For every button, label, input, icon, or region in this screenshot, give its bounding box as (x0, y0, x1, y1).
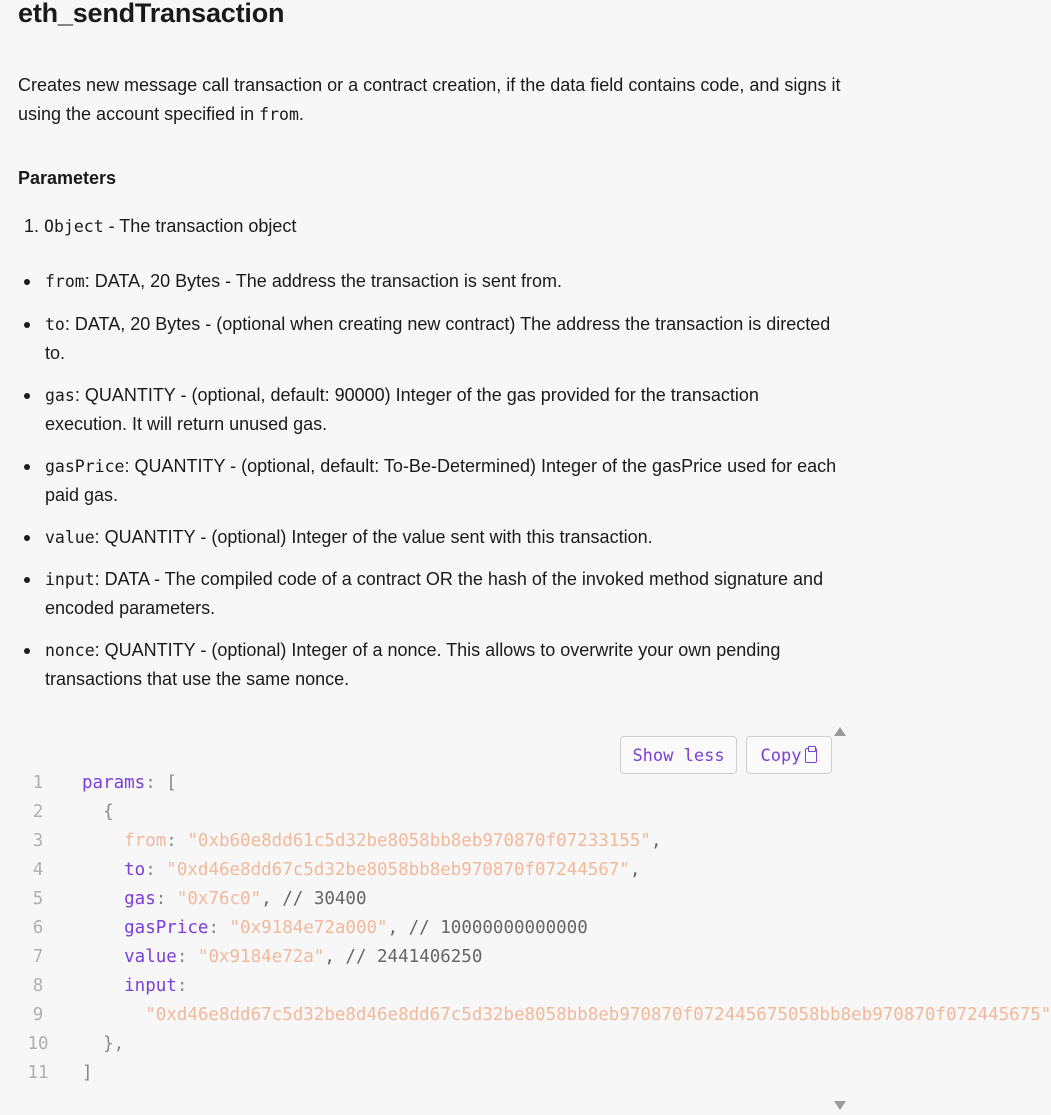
code-string: "0x9184e72a" (197, 947, 325, 967)
line-number: 6 (32, 918, 44, 938)
bullet-icon (24, 577, 30, 583)
field-item-nonce (24, 636, 844, 694)
field-desc: : DATA, 20 Bytes - (optional when creating new contract) The address the transaction is directed to. (45, 314, 831, 363)
code-key: from (82, 831, 167, 851)
code-punct: ] (82, 1063, 93, 1083)
clipboard-icon (805, 748, 817, 763)
field-item-to (24, 310, 844, 368)
field-desc: : QUANTITY - (optional) Integer of the value sent with this transaction. (94, 527, 653, 547)
code-key: input (82, 976, 177, 996)
code-lines[interactable] (0, 769, 1051, 1099)
bullet-icon (24, 322, 30, 328)
code-tail: , (629, 860, 641, 880)
line-number: 10 (27, 1034, 49, 1054)
field-desc: : QUANTITY - (optional, default: 90000) Integer of the gas provided for the transaction execution. It will return unused gas. (45, 385, 759, 434)
ordered-number: 1. (24, 216, 40, 236)
bullet-icon (24, 279, 30, 285)
code-punct: { (82, 802, 114, 822)
line-number: 5 (32, 889, 44, 909)
field-code: gas (45, 386, 75, 405)
parameters-heading: Parameters (18, 168, 117, 188)
line-number: 3 (32, 831, 44, 851)
field-item-value (24, 523, 844, 552)
code-punct: : (176, 976, 188, 996)
code-tail: , (650, 831, 662, 851)
code-key: gas (82, 889, 156, 909)
field-code: to (45, 315, 65, 334)
bullet-icon (24, 393, 30, 399)
field-item-input (24, 565, 844, 623)
code-punct: : [ (145, 773, 177, 793)
field-code: nonce (45, 641, 95, 660)
code-punct: : (145, 860, 167, 880)
line-number: 8 (32, 976, 44, 996)
field-item-gasprice (24, 452, 844, 510)
line-number: 2 (32, 802, 44, 822)
line-number: 1 (32, 773, 44, 793)
code-key: params (82, 773, 146, 793)
field-code: from (45, 272, 85, 291)
line-number: 4 (32, 860, 44, 880)
code-tail: , // 2441406250 (324, 947, 483, 967)
ordered-code: Object (44, 217, 104, 236)
field-desc: : DATA - The compiled code of a contract OR the hash of the invoked method signature and encoded parameters. (45, 569, 824, 618)
code-tail: , // 30400 (261, 889, 367, 909)
code-string: "0xd46e8dd67c5d32be8d46e8dd67c5d32be8058bb8eb970870f072445675058bb8eb970870f072445675" (82, 1005, 1051, 1025)
intro-text: Creates new message call transaction or a contract creation, if the data field contains code, and signs it using the account specified in (18, 75, 841, 124)
code-punct: : (155, 889, 177, 909)
code-punct: : (208, 918, 230, 938)
line-number: 7 (32, 947, 44, 967)
bullet-icon (24, 464, 30, 470)
field-item-gas (24, 381, 844, 439)
page-title: eth_sendTransaction (18, 0, 285, 28)
line-number: 9 (32, 1005, 44, 1025)
ordered-param-item (24, 212, 296, 241)
field-code: gasPrice (45, 457, 125, 476)
field-desc: : QUANTITY - (optional, default: To-Be-Determined) Integer of the gasPrice used for each paid gas. (45, 456, 837, 505)
code-punct: }, (82, 1034, 125, 1054)
code-string: "0xd46e8dd67c5d32be8058bb8eb970870f07244567" (166, 860, 630, 880)
bullet-icon (24, 535, 30, 541)
code-block (0, 725, 1051, 1115)
field-code: value (45, 528, 95, 547)
intro-paragraph (18, 71, 848, 129)
copy-label: Copy (760, 746, 802, 766)
code-key: gasPrice (82, 918, 209, 938)
field-desc: : DATA, 20 Bytes - The address the transaction is sent from. (84, 271, 562, 291)
code-key: to (82, 860, 146, 880)
bullet-icon (24, 648, 30, 654)
code-punct: : (176, 947, 198, 967)
ordered-text: - The transaction object (103, 216, 297, 236)
field-desc: : QUANTITY - (optional) Integer of a nonce. This allows to overwrite your own pending transactions that use the same nonce. (45, 640, 781, 689)
code-string: "0xb60e8dd61c5d32be8058bb8eb970870f07233155" (187, 831, 651, 851)
show-less-button[interactable]: Show less (620, 736, 737, 774)
intro-code-from: from (259, 105, 299, 124)
intro-end: . (298, 104, 304, 124)
line-number: 11 (27, 1063, 49, 1083)
code-string: "0x76c0" (176, 889, 262, 909)
code-string: "0x9184e72a000" (229, 918, 388, 938)
field-code: input (45, 570, 95, 589)
code-punct: : (166, 831, 188, 851)
field-item-from (24, 267, 844, 296)
code-tail: , // 10000000000000 (387, 918, 588, 938)
scroll-down-arrow-icon[interactable] (834, 1101, 846, 1110)
scroll-up-arrow-icon[interactable] (834, 727, 846, 736)
code-key: value (82, 947, 177, 967)
